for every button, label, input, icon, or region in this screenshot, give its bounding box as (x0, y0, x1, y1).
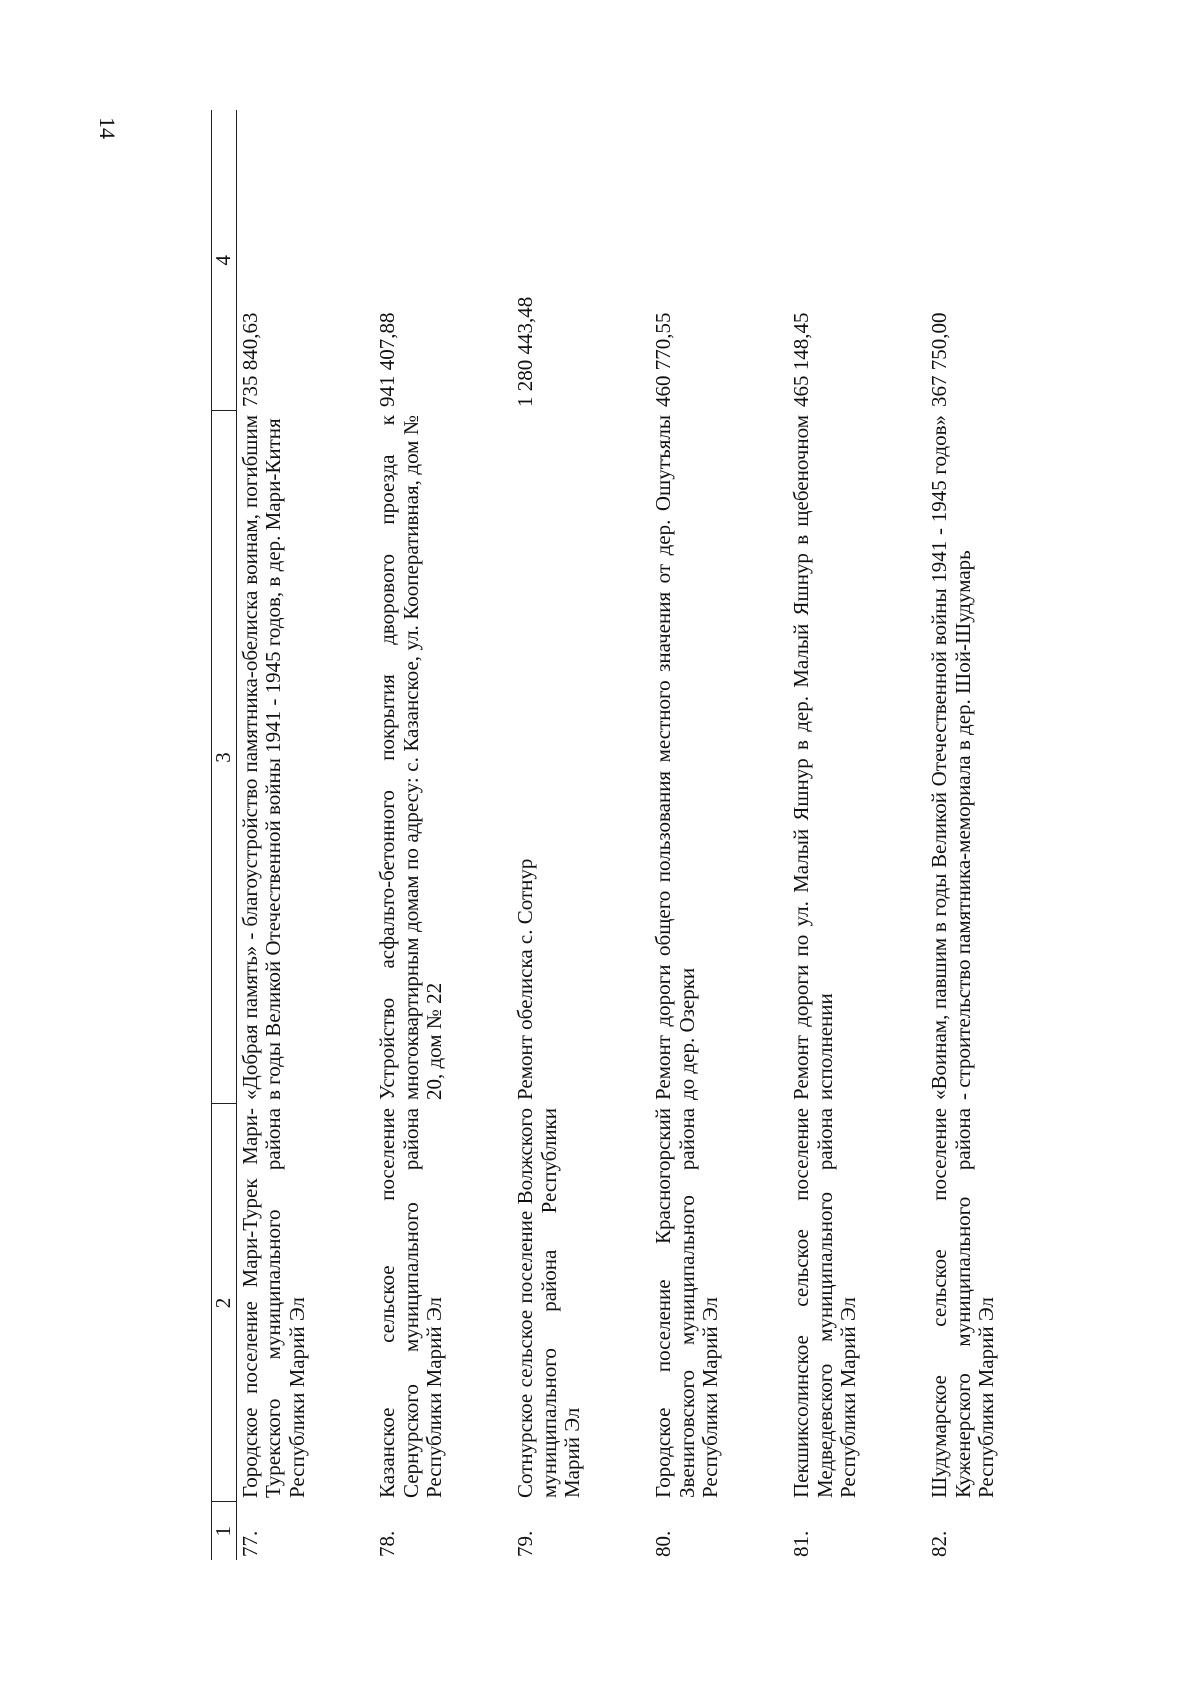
amount-cell: 460 770,55 (651, 312, 676, 407)
municipality-cell: Сотнурское сельское поселение Волжского муниципального района Республики Марий Эл (513, 1108, 585, 1498)
municipality-cell: Пекшиксолинское сельское поселение Медведевского муниципального района Республики Марий Эл (789, 1108, 861, 1498)
row-number: 78. (375, 1530, 400, 1557)
table-row (788, 110, 926, 1560)
rotated-table-container (211, 110, 1041, 1560)
table-row (650, 110, 788, 1560)
table-row (236, 110, 374, 1560)
row-number: 82. (927, 1530, 952, 1557)
amount-cell: 1 280 443,48 (513, 296, 538, 407)
municipality-cell: Шудумарское сельское поселение Куженерского муниципального района Республики Марий Эл (927, 1108, 999, 1498)
amount-cell: 735 840,63 (237, 312, 262, 407)
row-number: 77. (237, 1530, 262, 1557)
project-cell: Устройство асфальто-бетонного покрытия дворового проезда к многоквартирным домам по адресу: с. Казанское, ул. Кооперативная, дом № 20, дом № 22 (375, 415, 447, 1100)
table-row (512, 110, 650, 1560)
table-row (926, 110, 1056, 1560)
row-number: 79. (513, 1530, 538, 1557)
project-cell: «Добрая память» - благоустройство памятника-обелиска воинам, погибшим в годы Великой Отечественной войны 1941 - 1945 годов, в дер. Мари-Китня (237, 415, 286, 1100)
table-header-row (212, 110, 237, 1560)
municipality-cell: Городское поселение Красногорский Звениговского муниципального района Республики Марий Эл (651, 1108, 723, 1498)
column-header: 3 (212, 411, 237, 1104)
municipality-cell: Городское поселение Мари-Турек Мари-Турекского муниципального района Республики Марий Эл (237, 1108, 309, 1498)
row-number: 81. (789, 1530, 814, 1557)
project-cell: Ремонт обелиска с. Сотнур (513, 858, 538, 1100)
project-cell: «Воинам, павшим в годы Великой Отечественной войны 1941 - 1945 годов» - строительство памятника-мемориала в дер. Шой-Шудумарь (927, 415, 975, 1100)
amount-cell: 367 750,00 (927, 312, 952, 407)
column-header: 1 (212, 1502, 237, 1560)
column-header: 4 (212, 110, 237, 411)
page-number: 14 (95, 117, 120, 139)
grants-table (211, 110, 1056, 1560)
row-number: 80. (651, 1530, 676, 1557)
amount-cell: 941 407,88 (375, 312, 400, 407)
municipality-cell: Казанское сельское поселение Сернурского муниципального района Республики Марий Эл (375, 1108, 447, 1498)
amount-cell: 465 148,45 (789, 312, 814, 407)
project-cell: Ремонт дороги по ул. Малый Яшнур в дер. Малый Яшнур в щебеночном исполнении (789, 415, 837, 1100)
project-cell: Ремонт дороги общего пользования местного значения от дер. Ошутъялы до дер. Озерки (651, 415, 699, 1100)
table-row (374, 110, 512, 1560)
column-header: 2 (212, 1104, 237, 1502)
